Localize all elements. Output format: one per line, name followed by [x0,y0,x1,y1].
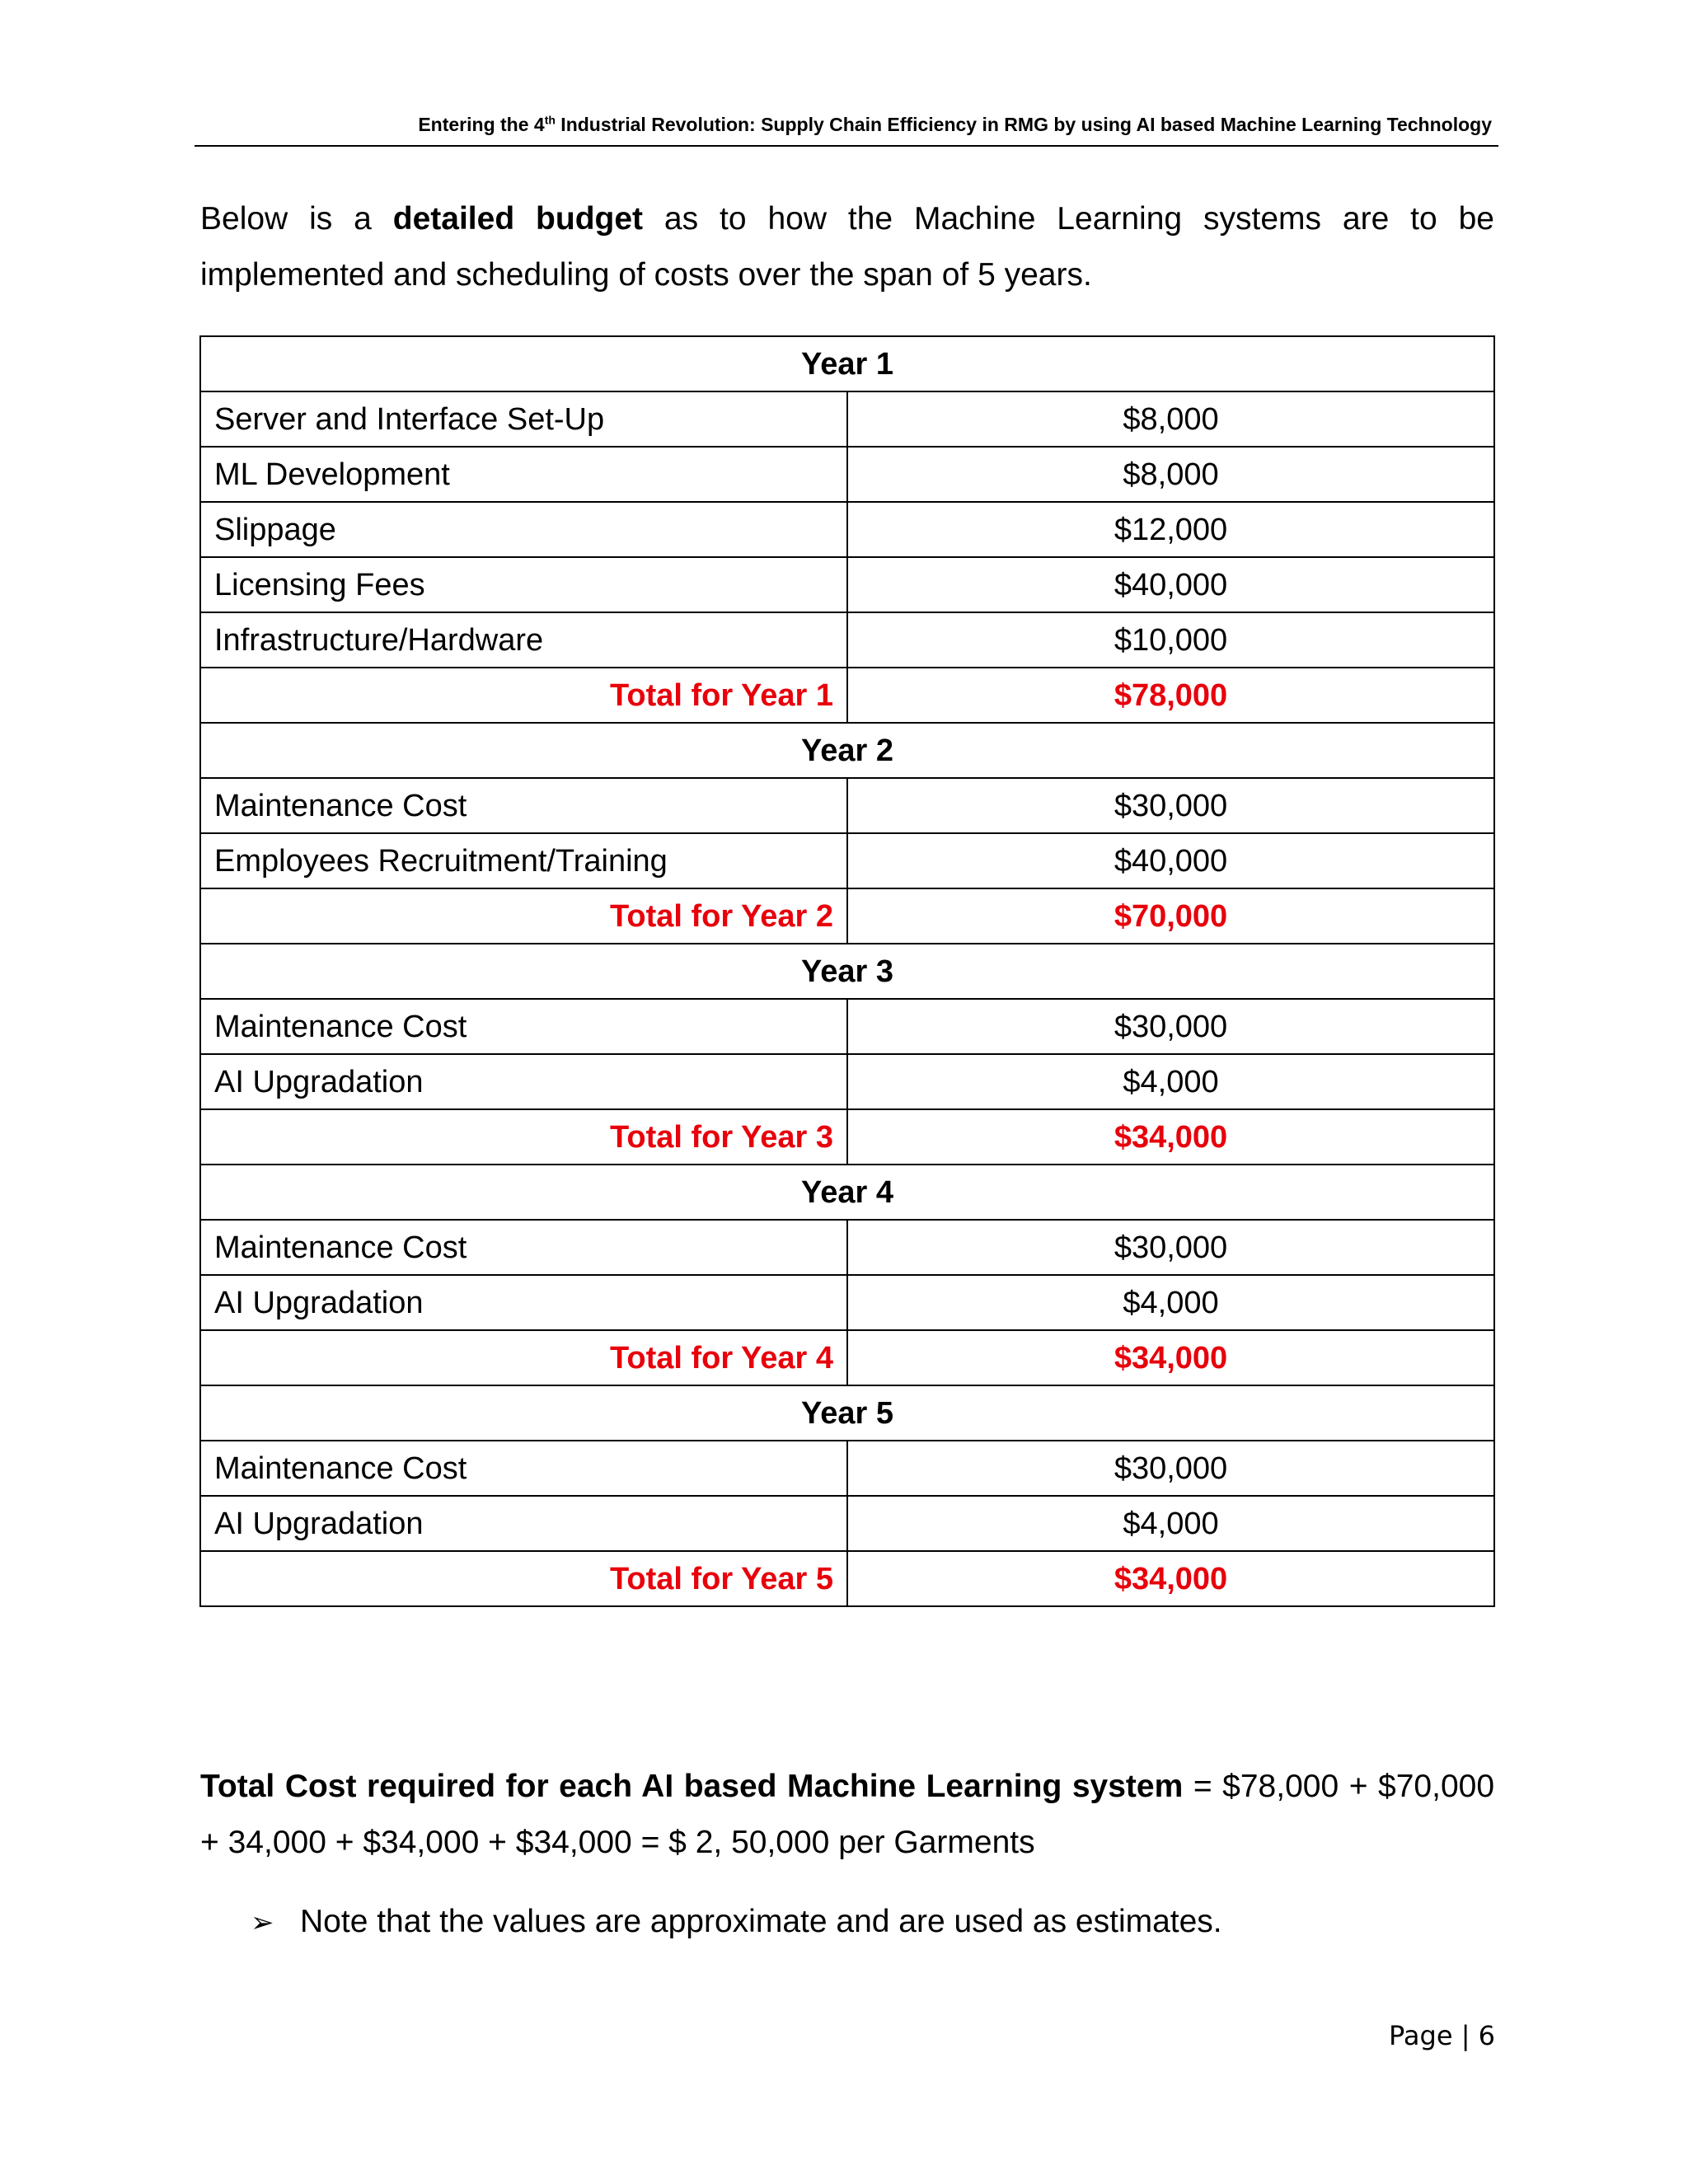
table-row [200,1220,1494,1275]
note-text: Note that the values are approximate and are used as estimates. [300,1904,1222,1939]
year-total-row [200,1330,1494,1385]
table-row [200,1496,1494,1551]
year-total-label: Total for Year 2 [200,888,847,944]
intro-paragraph [200,191,1494,303]
cost-item-label: Maintenance Cost [200,1220,847,1275]
cost-item-amount: $40,000 [847,833,1494,888]
budget-table [199,335,1495,1607]
year-heading: Year 3 [200,944,1494,999]
total-cost-summary [200,1759,1494,1871]
cost-item-amount: $30,000 [847,778,1494,833]
cost-item-amount: $30,000 [847,1220,1494,1275]
year-heading: Year 5 [200,1385,1494,1441]
year-total-amount: $34,000 [847,1109,1494,1165]
note-item [251,1897,1495,1947]
cost-item-amount: $8,000 [847,391,1494,447]
cost-item-label: AI Upgradation [200,1275,847,1330]
table-row [200,557,1494,612]
year-total-row [200,888,1494,944]
cost-item-amount: $10,000 [847,612,1494,668]
year-heading: Year 2 [200,723,1494,778]
cost-item-label: Server and Interface Set-Up [200,391,847,447]
budget-table-body [200,336,1494,1606]
intro-part1: Below is a [200,201,393,237]
year-total-amount: $78,000 [847,668,1494,723]
table-row [200,999,1494,1054]
intro-part2: as to how the Machine Learning systems are to be implemented and scheduling of costs over the span of 5 years. [200,201,1494,293]
cost-item-label: Maintenance Cost [200,999,847,1054]
cost-item-label: AI Upgradation [200,1054,847,1109]
year-total-row [200,1109,1494,1165]
cost-item-label: ML Development [200,447,847,502]
table-row [200,612,1494,668]
year-total-row [200,668,1494,723]
year-heading-row [200,1385,1494,1441]
table-row [200,391,1494,447]
table-row [200,778,1494,833]
year-heading-row [200,336,1494,391]
cost-item-amount: $4,000 [847,1054,1494,1109]
year-total-amount: $70,000 [847,888,1494,944]
year-heading: Year 4 [200,1165,1494,1220]
cost-item-amount: $30,000 [847,999,1494,1054]
header-title-sup: th [544,113,556,127]
year-total-amount: $34,000 [847,1330,1494,1385]
table-row [200,1275,1494,1330]
cost-item-amount: $4,000 [847,1275,1494,1330]
cost-item-label: Infrastructure/Hardware [200,612,847,668]
header-title-post: Industrial Revolution: Supply Chain Efficiency in RMG by using AI based Machine Learning Technology [555,114,1492,135]
header-title-pre: Entering the 4 [418,114,545,135]
arrow-bullet-icon: ➢ [251,1907,274,1938]
intro-bold: detailed budget [392,201,644,237]
page-number: Page | 6 [1389,2020,1495,2051]
table-row [200,447,1494,502]
year-total-label: Total for Year 1 [200,668,847,723]
cost-item-label: Slippage [200,502,847,557]
cost-item-label: AI Upgradation [200,1496,847,1551]
year-heading-row [200,1165,1494,1220]
cost-item-amount: $40,000 [847,557,1494,612]
running-header [195,114,1498,147]
year-total-amount: $34,000 [847,1551,1494,1606]
year-heading-row [200,723,1494,778]
cost-item-label: Licensing Fees [200,557,847,612]
cost-item-amount: $30,000 [847,1441,1494,1496]
cost-item-amount: $8,000 [847,447,1494,502]
table-row [200,1054,1494,1109]
cost-item-amount: $12,000 [847,502,1494,557]
cost-item-label: Maintenance Cost [200,778,847,833]
year-total-row [200,1551,1494,1606]
summary-rest: = $78,000 + $70,000 + 34,000 + $34,000 + $34,000 = $ 2, 50,000 per Garments [200,1769,1495,1860]
table-row [200,833,1494,888]
table-row [200,1441,1494,1496]
year-total-label: Total for Year 4 [200,1330,847,1385]
year-total-label: Total for Year 5 [200,1551,847,1606]
summary-bold: Total Cost required for each AI based Machine Learning system [200,1769,1184,1804]
cost-item-label: Maintenance Cost [200,1441,847,1496]
cost-item-amount: $4,000 [847,1496,1494,1551]
table-row [200,502,1494,557]
year-heading-row [200,944,1494,999]
cost-item-label: Employees Recruitment/Training [200,833,847,888]
year-total-label: Total for Year 3 [200,1109,847,1165]
year-heading: Year 1 [200,336,1494,391]
